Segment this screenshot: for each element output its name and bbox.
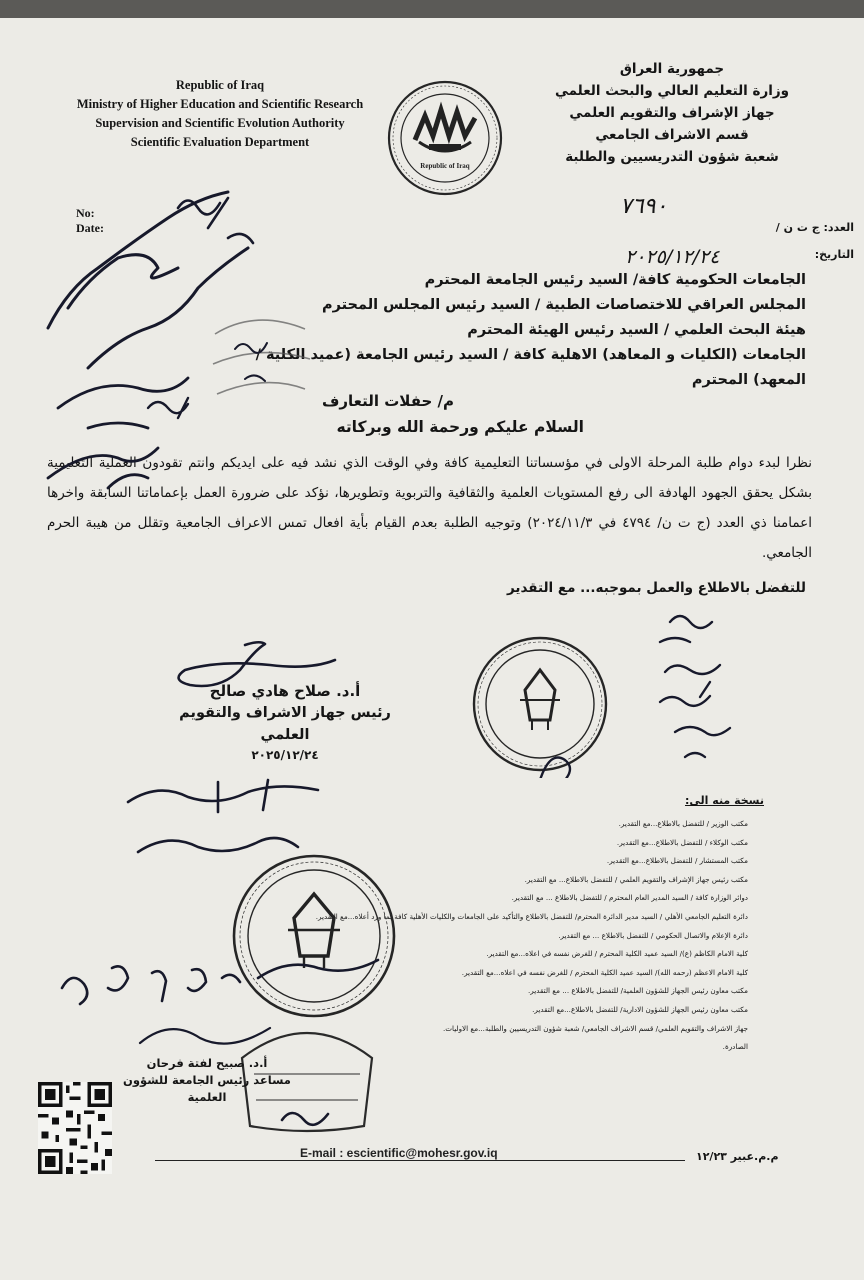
recipient-line: هيئة البحث العلمي / السيد رئيس الهيئة المحترم — [467, 322, 806, 338]
date-label-ar: التاريخ: — [814, 248, 854, 261]
copy-item: ▪ دائرة التعليم الجامعي الأهلي / السيد مدير الدائرة المحترم/ للتفضل بالاطلاع والتأكيد على الجامعات والكليات الأهلية كافة بما ورد أعلاه...مع التقدير. — [148, 908, 748, 927]
letter-date: ٢٠٢٥/١٢/٢٤ — [625, 246, 720, 268]
header-ar-line: جمهورية العراق — [619, 61, 725, 77]
university-seal-icon — [228, 848, 400, 1026]
copies-heading: نسخة منه الى: — [685, 794, 764, 807]
assistant-name: أ.د. صبيح لفتة فرحان — [146, 1056, 268, 1070]
signature-date: ٢٠٢٥/١٢/٢٤ — [251, 748, 319, 762]
header-en-line: Supervision and Scientific Evolution Authority — [95, 116, 345, 130]
official-letter — [0, 18, 864, 1280]
no-label-ar: العدد: ج ت ن / — [775, 221, 854, 234]
assistant-signature-scribble-icon — [120, 1008, 300, 1058]
typist-initials: م.م.عبير ١٢/٢٣ — [696, 1150, 779, 1163]
header-en-line: Ministry of Higher Education and Scientific Research — [76, 97, 364, 111]
number-date-labels-ar — [776, 214, 854, 268]
ministry-seal-icon — [385, 78, 505, 198]
letter-number: ٧٦٩٠ — [620, 194, 668, 219]
scan-top-edge — [0, 0, 864, 18]
letter-body: نظرا لبدء دوام طلبة المرحلة الاولى في مؤسساتنا التعليمية كافة وفي الوقت الذي نشد فيه على ايديكم وانتم تقودون العملية التعليمية بشكل يحقق الجهود الهادفة الى رفع المستويات العلمية والثقافية والتربوية وتطويرها، نؤكد على ضرورة العمل بإعماماتنا السابقة واخرها اعمامنا ذي العدد (ج ت ن/ ٤٧٩٤ في ٢٠٢٤/١١/٣) وتوجيه الطلبة بعدم القيام بأية افعال تمس الاعراف الجامعية وتقلل من هيبة الحرم الجامعي. — [47, 455, 812, 561]
header-arabic — [492, 58, 852, 168]
copy-item: ▪ جهاز الاشراف والتقويم العلمي/ قسم الاشراف الجامعي/ شعبة شؤون التدريسيين والطلبة...مع الاوليات. — [148, 1020, 748, 1039]
header-english — [60, 76, 380, 152]
copy-item: ▪ مكتب رئيس جهاز الإشراف والتقويم العلمي / للتفضل بالاطلاع... مع التقدير. — [148, 871, 748, 890]
assistant-title: مساعد رئيس الجامعة للشؤون العلمية — [123, 1073, 291, 1104]
copy-item: ▪ دوائر الوزارة كافة / السيد المدير العام المحترم / للتفضل بالاطلاع ... مع التقدير. — [148, 889, 748, 908]
copy-item: ▪ مكتب معاون رئيس الجهاز للشؤون الادارية/ للتفضل بالاطلاع...مع التقدير. — [148, 1001, 748, 1020]
copy-item: ▪ دائرة الإعلام والاتصال الحكومي / للتفضل بالاطلاع ... مع التقدير. — [148, 927, 748, 946]
signature-block — [165, 680, 405, 764]
header-ar-line: جهاز الإشراف والتقويم العلمي — [569, 105, 775, 121]
recipient-line: المجلس العراقي للاختصاصات الطبية / السيد رئيس المجلس المحترم — [321, 297, 806, 313]
signatory-name: أ.د. صلاح هادي صالح — [209, 682, 361, 700]
footer-email: E-mail : escientific@mohesr.gov.iq — [300, 1146, 498, 1160]
no-label: No: — [76, 206, 95, 220]
copy-item: ▪ مكتب الوزير / للتفضل بالاطلاع...مع التقدير. — [148, 815, 748, 834]
copy-item: ▪ الصادرة. — [148, 1038, 748, 1057]
header-ar-line: قسم الاشراف الجامعي — [595, 127, 749, 143]
signatory-title: رئيس جهاز الاشراف والتقويم العلمي — [179, 705, 391, 743]
seal-caption: Republic of Iraq — [420, 162, 470, 170]
greeting: السلام عليكم ورحمة الله وبركاته — [336, 418, 584, 436]
copy-item: ▪ مكتب المستشار / للتفضل بالاطلاع...مع التقدير. — [148, 852, 748, 871]
copy-item: ▪ كلية الامام الاعظم (رحمه الله)/ السيد عميد الكلية المحترم / للغرض نفسه في اعلاه...مع التقدير. — [148, 964, 748, 983]
copy-item: ▪ كلية الامام الكاظم (ع)/ السيد عميد الكلية المحترم / للغرض نفسه في اعلاه...مع التقدير. — [148, 945, 748, 964]
copy-item: ▪ مكتب معاون رئيس الجهاز للشؤون العلمية/ للتفضل بالاطلاع ... مع التقدير. — [148, 982, 748, 1001]
header-ar-line: وزارة التعليم العالي والبحث العلمي — [554, 83, 790, 99]
footer-divider — [155, 1160, 685, 1161]
recipient-line: الجامعات الحكومية كافة/ السيد رئيس الجامعة المحترم — [424, 272, 806, 288]
copy-item: ▪ مكتب الوكلاء / للتفضل بالاطلاع...مع التقدير. — [148, 834, 748, 853]
subject-line: م/ حفلات التعارف — [321, 392, 454, 410]
date-label: Date: — [76, 221, 104, 235]
recipient-line: الجامعات (الكليات و المعاهد) الاهلية كافة / السيد رئيس الجامعة (عميد الكلية / المعهد) المحترم — [255, 347, 806, 388]
closing-line: للتفضل بالاطلاع والعمل بموجبه... مع التقدير — [506, 580, 806, 596]
received-stamp-icon — [205, 304, 320, 424]
handwritten-right-note-icon — [640, 602, 750, 772]
header-en-line: Republic of Iraq — [175, 78, 265, 92]
qr-code-icon — [38, 1082, 112, 1174]
electronic-mail-stamp-icon — [470, 630, 610, 778]
header-ar-line: شعبة شؤون التدريسيين والطلبة — [565, 149, 779, 165]
header-en-line: Scientific Evaluation Department — [130, 135, 310, 149]
assistant-signature-block — [112, 1055, 302, 1106]
